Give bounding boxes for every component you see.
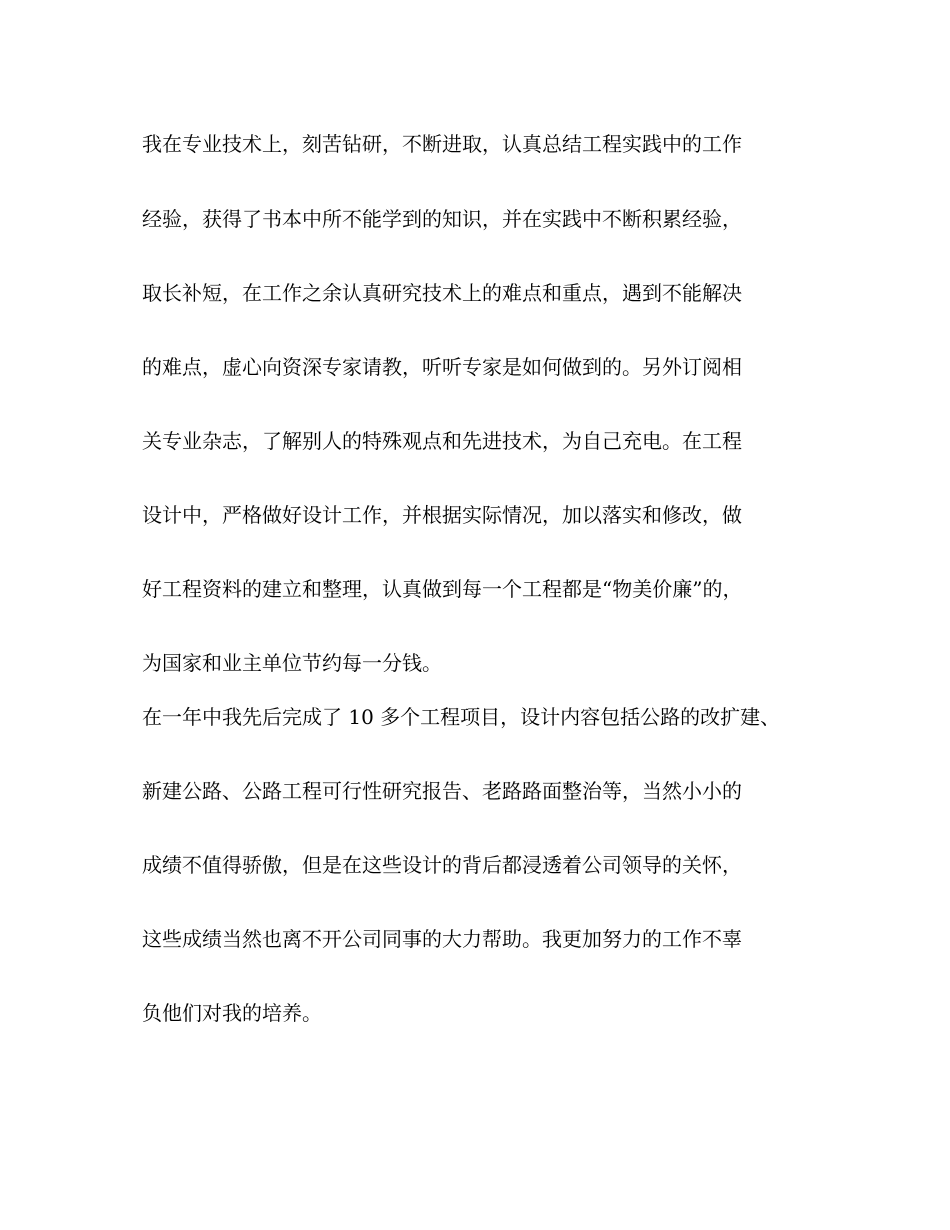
paragraph-line: 经验，获得了书本中所不能学到的知识，并在实践中不断积累经验， bbox=[142, 207, 742, 231]
paragraph-line: 关专业杂志，了解别人的特殊观点和先进技术，为自己充电。在工程 bbox=[142, 429, 742, 453]
paragraph-line: 在一年中我先后完成了 10 多个工程项目，设计内容包括公路的改扩建、 bbox=[142, 705, 781, 729]
paragraph-line: 这些成绩当然也离不开公司同事的大力帮助。我更加努力的工作不辜 bbox=[142, 927, 742, 951]
paragraph-line: 好工程资料的建立和整理，认真做到每一个工程都是“物美价廉”的， bbox=[142, 577, 743, 601]
paragraph-line: 的难点，虚心向资深专家请教，听听专家是如何做到的。另外订阅相 bbox=[142, 355, 742, 379]
paragraph-line: 我在专业技术上，刻苦钻研，不断进取，认真总结工程实践中的工作 bbox=[142, 132, 742, 156]
paragraph-line: 设计中，严格做好设计工作，并根据实际情况，加以落实和修改，做 bbox=[142, 503, 742, 527]
paragraph-line: 负他们对我的培养。 bbox=[142, 1001, 322, 1025]
paragraph-line: 新建公路、公路工程可行性研究报告、老路路面整治等，当然小小的 bbox=[142, 779, 742, 803]
paragraph-line: 成绩不值得骄傲，但是在这些设计的背后都浸透着公司领导的关怀， bbox=[142, 853, 742, 877]
paragraph-line: 为国家和业主单位节约每一分钱。 bbox=[142, 651, 442, 675]
paragraph-line: 取长补短，在工作之余认真研究技术上的难点和重点，遇到不能解决 bbox=[142, 281, 742, 305]
